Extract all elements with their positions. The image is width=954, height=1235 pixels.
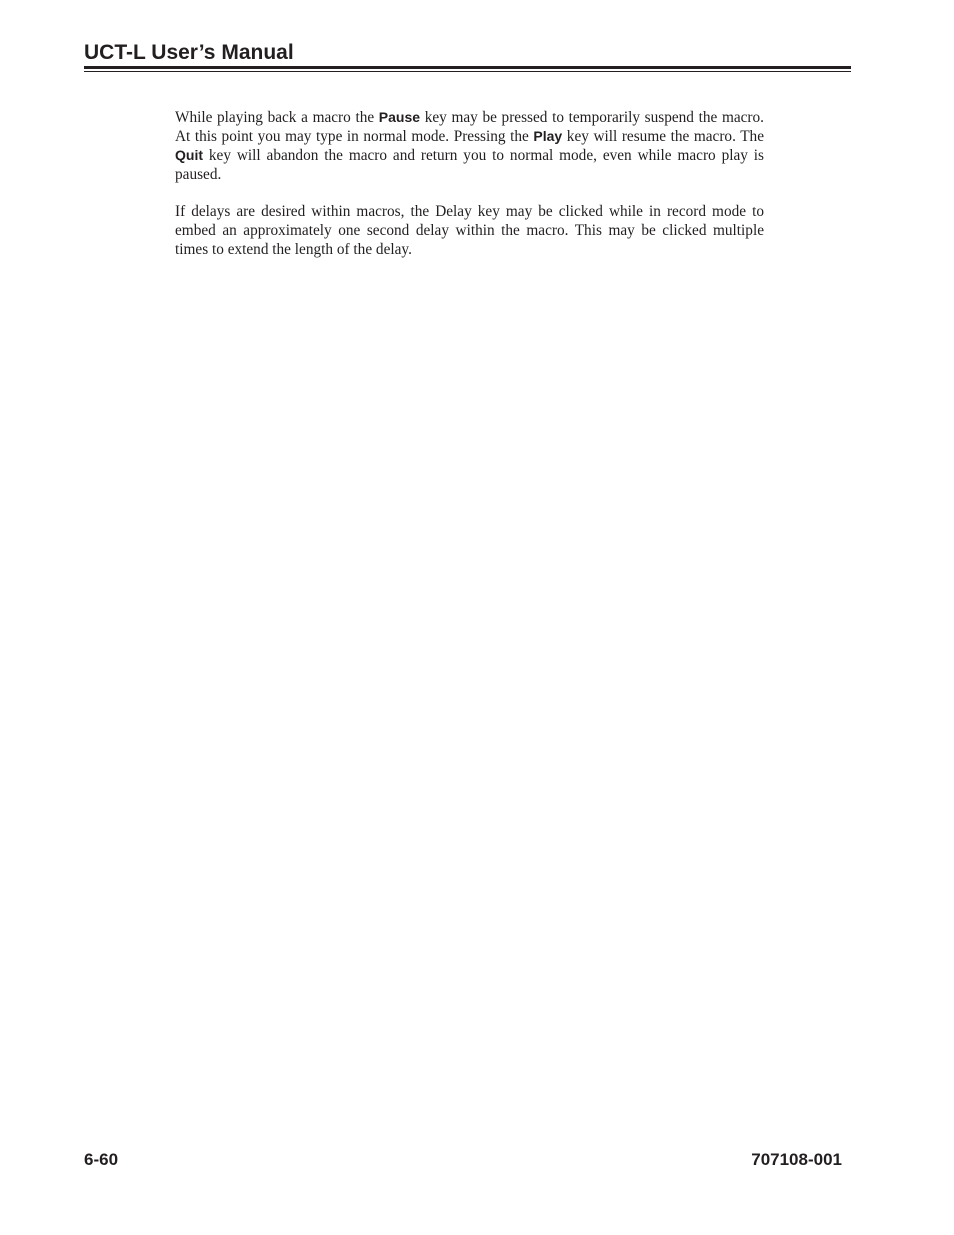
page-header-title: UCT-L User’s Manual bbox=[84, 41, 294, 64]
footer-page-number: 6-60 bbox=[84, 1150, 119, 1169]
play-key-label: Play bbox=[533, 128, 563, 144]
p1-text-4: key will abandon the macro and return you to normal mode, even while macro play is paused. bbox=[175, 147, 764, 183]
header-rule-thin bbox=[84, 71, 851, 72]
p1-text-2: key may be pressed to temporarily suspend the macro. At this point you may type in normal mode. Pressing the bbox=[175, 109, 765, 145]
paragraph-macro-playback bbox=[175, 108, 764, 184]
p1-text-3: key will resume the macro. The bbox=[562, 128, 764, 145]
footer-doc-number: 707108-001 bbox=[751, 1150, 842, 1169]
pause-key-label: Pause bbox=[378, 109, 421, 125]
quit-key-label: Quit bbox=[175, 147, 203, 163]
paragraph-macro-delays: If delays are desired within macros, the Delay key may be clicked while in record mode to embed an approximately one second delay within the macro. This may be clicked multiple times to extend the length of the delay. bbox=[175, 203, 764, 258]
body-text bbox=[175, 108, 764, 277]
header-rule-thick bbox=[84, 66, 851, 69]
p1-text-1: While playing back a macro the bbox=[175, 109, 379, 126]
